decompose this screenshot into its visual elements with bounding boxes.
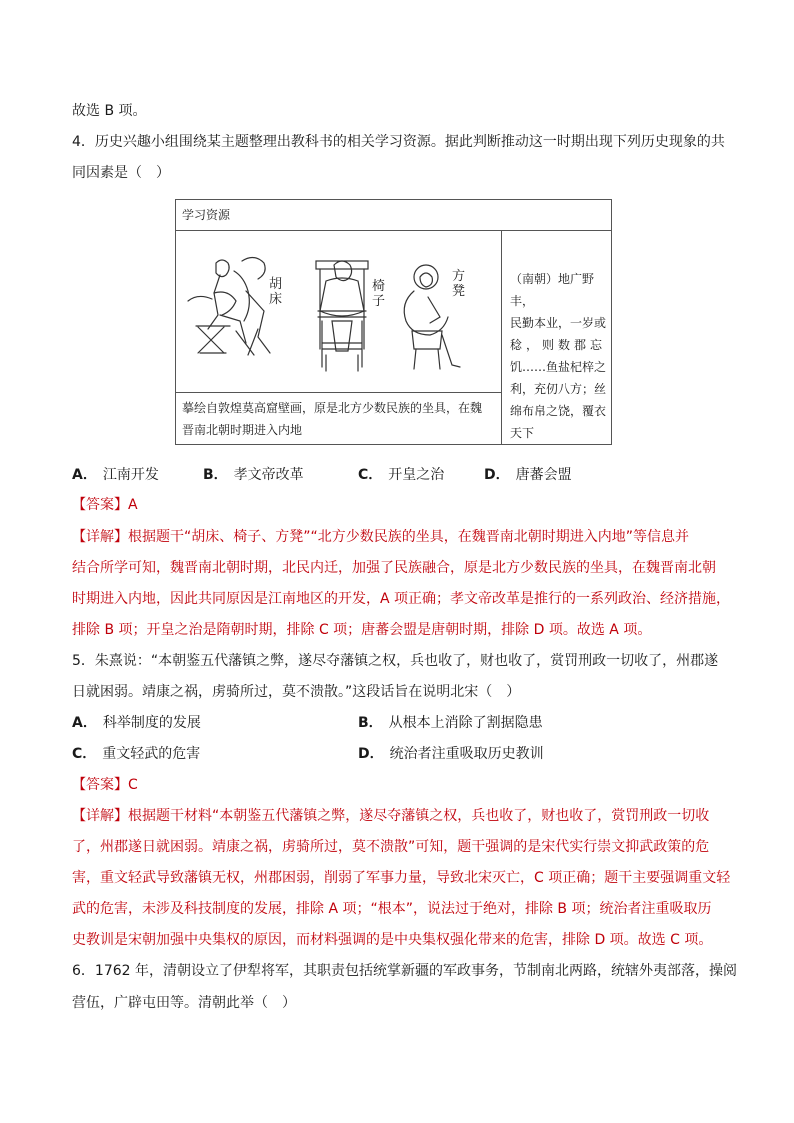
q5-detail-line4: 武的危害，未涉及科技制度的发展，排除 A 项；“根本”，说法过于绝对，排除 B 项；统治者注重吸取历: [72, 901, 712, 917]
learning-resource-table: [175, 199, 612, 445]
q4-detail-line2: 结合所学可知，魏晋南北朝时期，北民内迁，加强了民族融合，原是北方少数民族的坐具，在魏晋南北朝: [72, 560, 716, 576]
mural-sketch-illustration: [176, 231, 501, 391]
quote-line: 民勤本业，一岁或: [510, 316, 607, 330]
label-yi-zi: 椅子: [372, 279, 386, 309]
label-hu-chuang: 胡床: [269, 277, 283, 307]
table-header: 学习资源: [176, 200, 611, 231]
mural-caption: [176, 392, 502, 445]
q3-conclusion: 故选 B 项。: [72, 103, 147, 119]
q4-answer: 【答案】A: [72, 497, 138, 513]
quote-line: 稔，则数郡忘: [510, 338, 607, 352]
q5-detail-line5: 史教训是宋朝加强中央集权的原因，而材料强调的是中央集权强化带来的危害，排除 D 项。故选 C 项。: [72, 932, 713, 948]
q4-detail-line1: 【详解】根据题干“胡床、椅子、方凳”“北方少数民族的坐具，在魏晋南北朝时期进入内地”等信息并: [72, 529, 690, 545]
label-fang-deng: 方凳: [452, 269, 466, 299]
q5-stem-line2: 日就困弱。靖康之祸，虏骑所过，莫不溃散。”这段话旨在说明北宋（ ）: [72, 684, 521, 700]
q6-stem-line1: 6．1762 年，清朝设立了伊犁将军，其职责包括统掌新疆的军政事务，节制南北两路，统辖外夷部落，操阅: [72, 963, 737, 979]
quote-line: （南朝）地广野丰，: [510, 272, 595, 308]
q4-option-a: A． 江南开发: [72, 467, 159, 483]
q4-detail-line4: 排除 B 项；开皇之治是隋朝时期，排除 C 项；唐蕃会盟是唐朝时期，排除 D 项。故选 A 项。: [72, 622, 652, 638]
caption-line: 晋南北朝时期进入内地: [182, 423, 303, 437]
q5-detail-line2: 了，州郡遂日就困弱。靖康之祸，虏骑所过，莫不溃散”可知，题干强调的是宋代实行崇文抑武政策的危: [72, 839, 710, 855]
q4-stem-line2: 同因素是（ ）: [72, 165, 170, 181]
quote-line: 绵布帛之饶，覆衣: [510, 404, 607, 418]
q4-stem-line1: 4．历史兴趣小组围绕某主题整理出教科书的相关学习资源。据此判断推动这一时期出现下列历史现象的共: [72, 134, 725, 150]
mural-illustration-cell: [176, 231, 502, 392]
q6-stem-line2: 营伍，广辟屯田等。清朝此举（ ）: [72, 995, 296, 1011]
q4-option-d: D． 唐蕃会盟: [484, 467, 572, 483]
southern-dynasty-quote: [502, 231, 612, 445]
caption-line: 摹绘自敦煌莫高窟壁画，原是北方少数民族的坐具，在魏: [182, 401, 483, 415]
q5-option-c: C． 重文轻武的危害: [72, 746, 201, 762]
q5-stem-line1: 5．朱熹说：“本朝鉴五代藩镇之弊，遂尽夺藩镇之权，兵也收了，财也收了，赏罚刑政一切收了，州郡遂: [72, 653, 719, 669]
q5-detail-line3: 害，重文轻武导致藩镇无权，州郡困弱，削弱了军事力量，导致北宋灭亡，C 项正确；题干主要强调重文轻: [72, 870, 731, 886]
q4-option-c: C． 开皇之治: [358, 467, 445, 483]
q5-answer: 【答案】C: [72, 777, 138, 793]
q5-option-d: D． 统治者注重吸取历史教训: [358, 746, 544, 762]
q5-option-a: A． 科举制度的发展: [72, 715, 201, 731]
quote-line: 天下: [510, 426, 535, 440]
quote-line: 利，充仞八方；丝: [510, 382, 607, 396]
q5-option-b: B． 从根本上消除了割据隐患: [358, 715, 543, 731]
q5-detail-line1: 【详解】根据题干材料“本朝鉴五代藩镇之弊，遂尽夺藩镇之权，兵也收了，财也收了，赏罚刑政一切收: [72, 808, 710, 824]
q4-detail-line3: 时期进入内地，因此共同原因是江南地区的开发，A 项正确；孝文帝改革是推行的一系列政治、经济措施，: [72, 591, 731, 607]
quote-line: 饥……鱼盐杞梓之: [510, 360, 607, 374]
q4-option-b: B． 孝文帝改革: [203, 467, 304, 483]
